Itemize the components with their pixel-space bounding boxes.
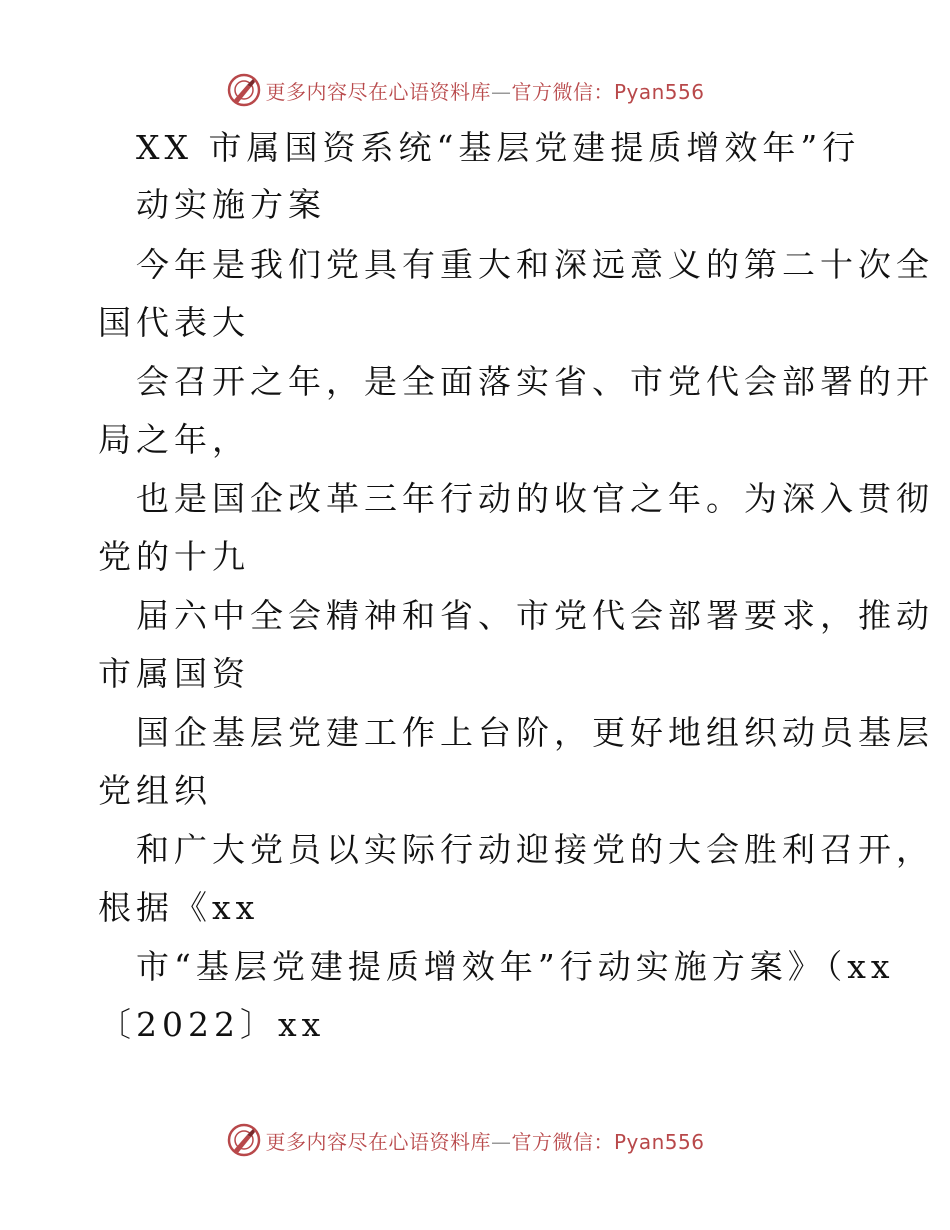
doc-text-line: 和广大党员以实际行动迎接党的大会胜利召开， (136, 830, 934, 869)
doc-text-line: 局之年， (98, 420, 250, 459)
doc-text-line: 国代表大 (98, 303, 250, 342)
doc-text-line: 党组织 (98, 771, 212, 810)
doc-text-line: 根据《xx (98, 888, 260, 927)
doc-title-line-1: XX 市属国资系统“基层党建提质增效年”行 (136, 128, 861, 167)
header-banner-main: 更多内容尽在心语资料库 (265, 79, 491, 104)
footer-banner-main: 更多内容尽在心语资料库 (265, 1129, 491, 1154)
header-banner-dash: — (490, 79, 512, 104)
doc-text-line: 国企基层党建工作上台阶，更好地组织动员基层 (136, 713, 934, 752)
doc-text-line: 届六中全会精神和省、市党代会部署要求，推动 (136, 596, 934, 635)
footer-banner-wechat: 官方微信：Pyan556 (511, 1129, 705, 1154)
header-banner-wechat: 官方微信：Pyan556 (511, 79, 705, 104)
brand-logo-icon (227, 1123, 261, 1157)
footer-banner-dash: — (490, 1129, 512, 1154)
doc-text-line: 市属国资 (98, 654, 250, 693)
footer-banner-text (265, 1126, 704, 1155)
doc-text-line: 〔2022〕xx (98, 1005, 326, 1044)
doc-title-line-2: 动实施方案 (136, 185, 326, 224)
doc-text-line: 今年是我们党具有重大和深远意义的第二十次全 (136, 245, 934, 284)
doc-text-line: 也是国企改革三年行动的收官之年。为深入贯彻 (136, 479, 934, 518)
doc-text-line: 党的十九 (98, 537, 250, 576)
footer-banner-inner (227, 1123, 704, 1157)
doc-text-line: 市“基层党建提质增效年”行动实施方案》（xx (136, 947, 895, 986)
doc-text-line: 会召开之年，是全面落实省、市党代会部署的开 (136, 362, 934, 401)
footer-banner (0, 1120, 950, 1160)
